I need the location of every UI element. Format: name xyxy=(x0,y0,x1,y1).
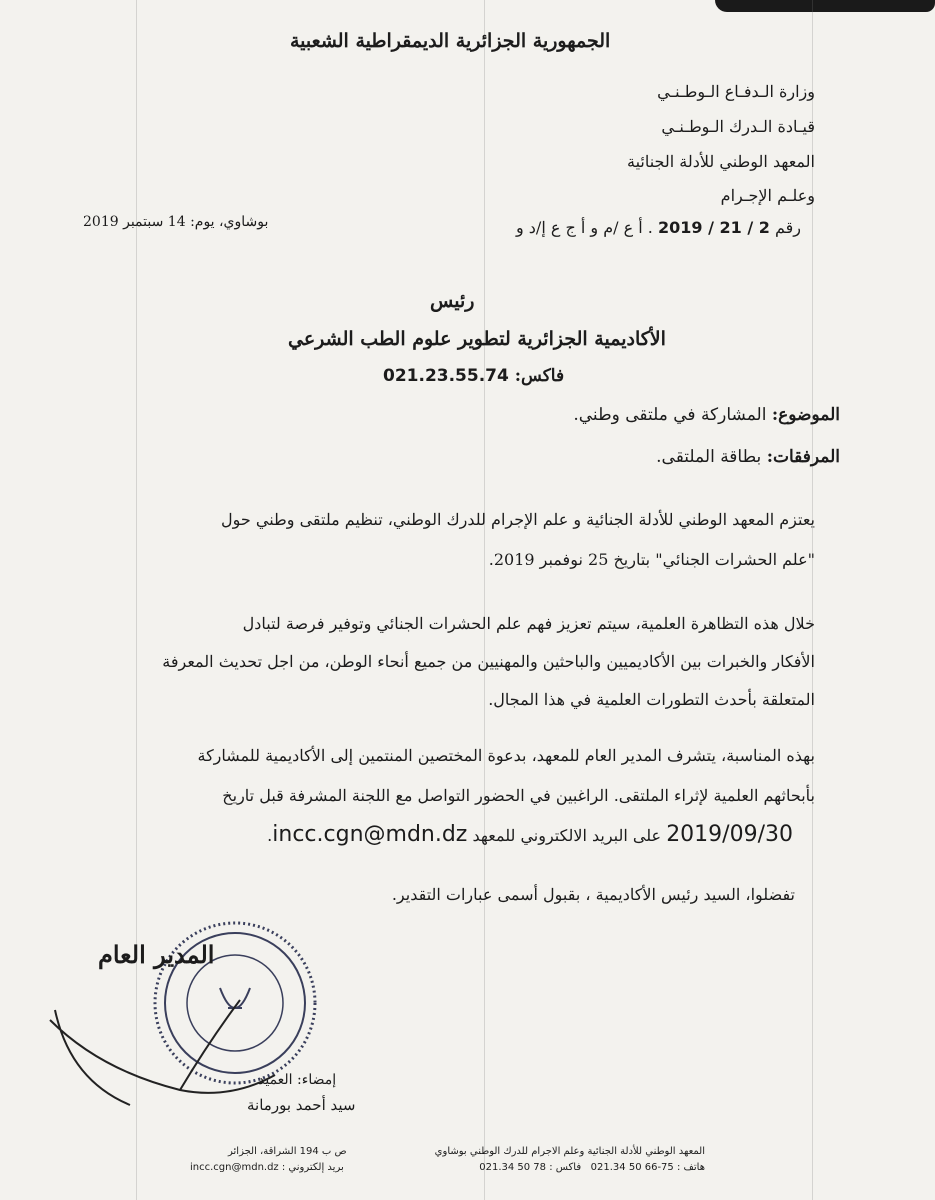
fax-label: فاكس: xyxy=(514,366,565,386)
reference-digits: 2019 / 21 / 2 xyxy=(657,218,770,237)
footer-email-label: بريد إلكتروني : xyxy=(281,1162,344,1173)
signatory-rank: إمضاء: العميد xyxy=(258,1072,337,1088)
date-year: 2019 xyxy=(83,214,119,230)
contact-email: incc.cgn@mdn.dz xyxy=(272,822,468,847)
subject-label: الموضوع: xyxy=(771,405,840,425)
signatory-name: سيد أحمد بورمانة xyxy=(247,1096,356,1114)
footer-phone-label: هاتف : xyxy=(676,1162,705,1173)
footer-fax-label: فاكس : xyxy=(549,1162,582,1173)
subject-text: المشاركة في ملتقى وطني. xyxy=(573,405,767,425)
body-line: خلال هذه التظاهرة العلمية، سيتم تعزيز فهم علم الحشرات الجنائي وتوفير فرصة لتبادل xyxy=(242,614,815,633)
institute-line-2: وعلـم الإجـرام xyxy=(720,186,815,205)
attachments-text: بطاقة الملتقى. xyxy=(656,447,762,467)
body-line: بهذه المناسبة، يتشرف المدير العام للمعهد، بدعوة المختصين المنتمين إلى الأكاديمية للمشاركة xyxy=(197,746,815,765)
footer-contacts xyxy=(479,1162,705,1173)
deadline-date: 2019/09/30 xyxy=(666,822,793,847)
scan-shadow xyxy=(715,0,935,12)
institute-line: المعهد الوطني للأدلة الجنائية xyxy=(626,152,815,171)
footer-institute: المعهد الوطني للأدلة الجنائية وعلم الاجرام للدرك الوطني بوشاوي xyxy=(434,1146,705,1157)
subject-line xyxy=(573,405,840,425)
attachments-label: المرفقات: xyxy=(766,447,840,467)
republic-heading: الجمهورية الجزائرية الديمقراطية الشعبية xyxy=(290,30,611,52)
ministry-line: وزارة الـدفـاع الـوطـنـي xyxy=(657,82,815,101)
signature-title: المدير العام xyxy=(98,940,215,969)
reference-label: رقم xyxy=(774,218,801,237)
footer-email: incc.cgn@mdn.dz xyxy=(190,1162,279,1173)
footer-phone: 021.34 50 66-75 xyxy=(590,1162,674,1173)
attachments-line xyxy=(656,447,840,467)
body-line: المتعلقة بأحدث التطورات العلمية في هذا المجال. xyxy=(488,690,815,709)
body-line-deadline: 2019/09/30 على البريد الالكتروني للمعهد incc.cgn@mdn.dz. xyxy=(267,822,793,847)
date-day: 14 xyxy=(167,214,186,230)
recipient-fax xyxy=(383,366,564,386)
date-prefix: بوشاوي، يوم: xyxy=(190,214,269,230)
fold-line xyxy=(484,0,485,1200)
recipient-title: رئيس xyxy=(430,290,475,312)
footer-email-line xyxy=(190,1162,344,1173)
handwritten-signature xyxy=(40,980,280,1120)
fax-number: 021.23.55.74 xyxy=(383,366,509,386)
command-line: قيـادة الـدرك الـوطـنـي xyxy=(661,117,815,136)
body-line: يعتزم المعهد الوطني للأدلة الجنائية و علم الإجرام للدرك الوطني، تنظيم ملتقى وطني حول xyxy=(220,510,815,529)
closing-line: تفضلوا، السيد رئيس الأكاديمية ، بقبول أسمى عبارات التقدير. xyxy=(391,885,795,904)
fold-line xyxy=(812,0,813,1200)
letter-date xyxy=(83,214,268,230)
email-prefix: على البريد الالكتروني للمعهد xyxy=(472,826,662,845)
footer-po-box: ص ب 194 الشراقة، الجزائر xyxy=(228,1146,347,1157)
body-line: بأبحاثهم العلمية لإثراء الملتقى. الراغبين في الحضور التواصل مع اللجنة المشرفة قبل تاريخ xyxy=(222,786,815,805)
recipient-name: الأكاديمية الجزائرية لتطوير علوم الطب الشرعي xyxy=(288,328,666,350)
reference-number xyxy=(516,218,801,237)
date-month: سبتمبر xyxy=(123,214,164,230)
body-line: الأفكار والخبرات بين الأكاديميين والباحثين والمهنيين من جميع أنحاء الوطن، من اجل تحديث المعرفة xyxy=(162,652,815,671)
reference-code: . أ ع /م و أ ج ع إ/د و xyxy=(515,218,653,237)
body-line: "علم الحشرات الجنائي" بتاريخ 25 نوفمبر 2019. xyxy=(488,550,815,569)
footer-fax: 021.34 50 78 xyxy=(479,1162,547,1173)
